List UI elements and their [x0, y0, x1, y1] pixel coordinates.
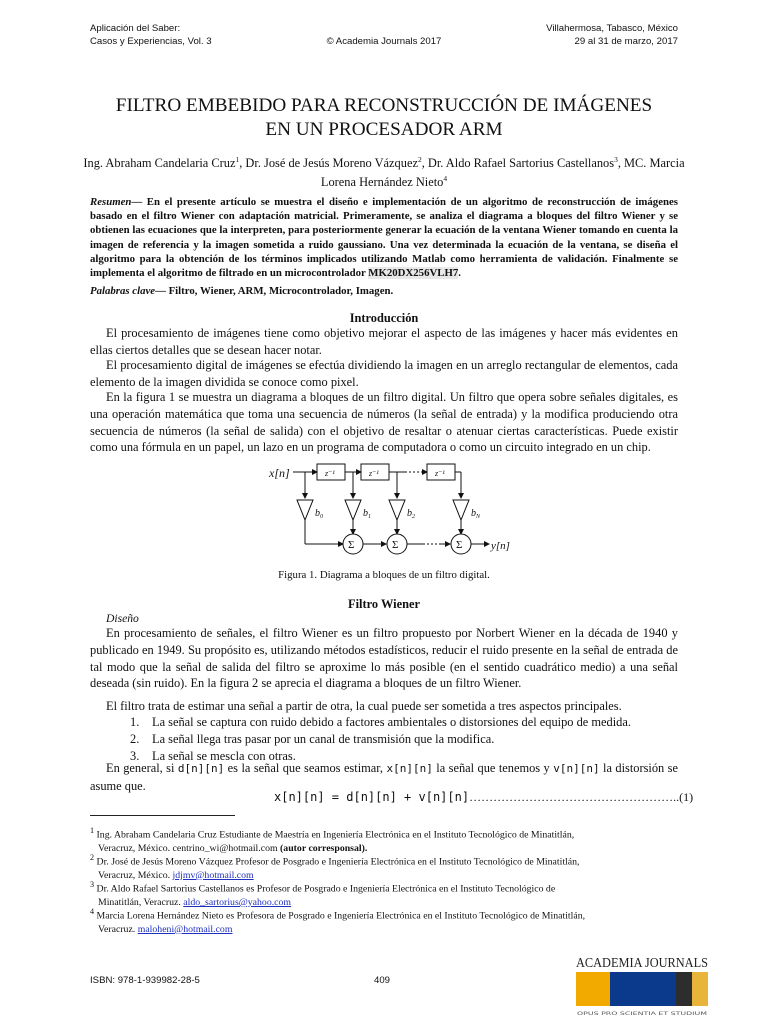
- intro-paragraph-1: El procesamiento de imágenes tiene como objetivo mejorar el aspecto de las imágenes y hacer más evidentes en ellas ciertos detalles que se desean hacer notar.: [90, 326, 678, 357]
- keywords-sep: —: [155, 285, 169, 297]
- footnote-2-email-link[interactable]: jdjmv@hotmail.com: [172, 869, 254, 881]
- academia-journals-logo: [574, 950, 710, 1018]
- fig1-delay-2: z⁻¹: [369, 469, 379, 478]
- footer-isbn: ISBN: 978-1-939982-28-5: [90, 975, 200, 986]
- author-4: , MC. Marcia Lorena Hernández Nieto: [320, 156, 685, 190]
- footnote-1-mark: 1: [90, 826, 95, 835]
- equation-1-number: ……………………………………………..(1): [469, 790, 694, 804]
- p3-text-e: la distorsión se asume que.: [90, 761, 679, 793]
- list-item: [130, 714, 678, 731]
- footnote-3-email-link[interactable]: aldo_sartorius@yahoo.com: [183, 896, 292, 908]
- p3-symbol-v: v[n][n]: [553, 762, 600, 775]
- abstract-mcu: MK20DX256VLH7: [368, 267, 459, 280]
- author-1: Ing. Abraham Candelaria Cruz: [83, 156, 236, 171]
- author-3: , Dr. Aldo Rafael Sartorius Castellanos: [421, 156, 615, 171]
- figure-1-caption: Figura 1. Diagrama a bloques de un filtro digital.: [278, 569, 490, 581]
- list-item-number: 2.: [130, 731, 140, 746]
- equation-1-expression: x[n][n] = d[n][n] + v[n][n]: [274, 790, 470, 804]
- distortion-list: [130, 714, 678, 764]
- intro-paragraph-2: El procesamiento digital de imágenes se efectúa dividiendo la imagen en un arreglo rectangular de elementos, cada elemento de la imagen dividida se conoce como pixel.: [90, 358, 678, 389]
- abstract-label: Resumen: [90, 196, 132, 208]
- logo-color-block: [610, 972, 676, 1006]
- logo-color-block: [576, 972, 610, 1006]
- p3-symbol-d: d[n][n]: [177, 762, 225, 775]
- footnote-separator: [90, 815, 235, 816]
- p3-text-b: es la señal que seamos estimar,: [224, 761, 387, 775]
- author-3-mark: 3: [614, 155, 618, 164]
- author-2: , Dr. José de Jesús Moreno Vázquez: [239, 156, 418, 171]
- author-2-mark: 2: [417, 155, 422, 164]
- footnote-1-corresponding: (autor corresponsal).: [280, 842, 368, 854]
- keywords: [90, 284, 678, 298]
- footnote-4: [90, 905, 690, 936]
- author-1-mark: 1: [235, 155, 240, 164]
- footnote-3-line-1: Dr. Aldo Rafael Sartorius Castellanos es Profesor de Posgrado e Ingeniería Electrónica en el Instituto Tecnológico de: [96, 883, 556, 895]
- keywords-text: Filtro, Wiener, ARM, Microcontrolador, Imagen.: [168, 285, 394, 297]
- logo-color-block: [676, 972, 692, 1006]
- footnote-2-line-2: Veracruz, México.: [98, 869, 173, 881]
- list-item-text: La señal se mescla con otras.: [152, 748, 296, 763]
- header-journal: Aplicación del Saber:: [90, 23, 181, 34]
- paper-title: [60, 94, 708, 142]
- header-location: Villahermosa, Tabasco, México: [546, 23, 678, 34]
- page-number: 409: [374, 975, 391, 986]
- fig1-coef-b0: $b_0$: [315, 508, 323, 520]
- footnote-4-line-2: Veracruz.: [98, 923, 138, 935]
- header-right: [546, 22, 678, 48]
- wiener-paragraph-2: El filtro trata de estimar una señal a partir de otra, la cual puede ser sometida a tres aspectos principales.: [106, 699, 622, 713]
- logo-color-block: [692, 972, 708, 1006]
- abstract-text: En el presente artículo se muestra el diseño e implementación de un algoritmo de reconstrucción de imágenes basado en el filtro Wiener con adaptación matricial. Primeramente, se analiza el diagrama a bloques del filtro Wiener y se obtienen las ecuaciones que la interpreten, para posteriormente generar la ecuación de la ventana Wiener tomando en cuenta la imagen de referencia y la imagen sometida a ruido gaussiano. Una vez determinada la ecuación de la ventana, se diseña el algoritmo para la obtención de los términos implicados utilizando Matlab como herramienta de validación. Finalmente se implementa el algoritmo de filtrado en un microcontrolador: [90, 196, 678, 280]
- list-item-number: 1.: [130, 715, 140, 729]
- fig1-sum-1: Σ: [348, 539, 355, 551]
- abstract-end: .: [458, 267, 461, 280]
- wiener-paragraph-1: En procesamiento de señales, el filtro Wiener es un filtro propuesto por Norbert Wiener en la década de 1940 y publicado en 1949. Su propósito es, utilizando métodos estadísticos, reducir el ruido presente en la señal de entrada de tal modo que la señal de salida del filtro se aproxime lo más posible (en el sentido cuadrático medio) a una señal deseada (sin ruido). En la figura 2 se aprecia el diagrama a bloques de un filtro Wiener.: [90, 626, 678, 691]
- section-heading-wiener: Filtro Wiener: [348, 597, 420, 611]
- footnote-1-line-1: Ing. Abraham Candelaria Cruz Estudiante de Maestría en Ingeniería Electrónica en el Instituto Tecnológico de Minatitlán,: [96, 829, 575, 841]
- footnote-2-mark: 2: [90, 853, 95, 862]
- fig1-sum-n: Σ: [456, 539, 463, 551]
- fig1-input-label: x[n]: [269, 466, 290, 480]
- figure-1-block-diagram: [255, 458, 525, 566]
- fig1-coef-bn: $b_N$: [471, 508, 481, 520]
- abstract-sep: —: [131, 196, 147, 208]
- fig1-output-label: y[n]: [491, 540, 510, 552]
- fig1-delay-1: z⁻¹: [325, 469, 335, 478]
- footnote-4-email-link[interactable]: maloheni@hotmail.com: [137, 923, 233, 935]
- footnote-4-mark: 4: [90, 907, 95, 916]
- author-list: [80, 152, 688, 190]
- logo-wordmark: ACADEMIA JOURNALS: [576, 956, 708, 971]
- header-volume: Casos y Experiencias, Vol. 3: [90, 36, 212, 47]
- header-copyright: © Academia Journals 2017: [326, 36, 442, 47]
- intro-paragraph-3: En la figura 1 se muestra un diagrama a bloques de un filtro digital. Un filtro que opera sobre señales digitales, es una operación matemática que toma una secuencia de números (la señal de entrada) y la modifica produciendo otra secuencia de números (la señal de salida) con el objetivo de resaltar o atenuar ciertas características. Puede existir como una fórmula en un papel, un lazo en un programa de computadora o como un circuito integrado en un chip.: [90, 390, 678, 455]
- section-heading-intro: Introducción: [349, 311, 419, 325]
- list-item: [130, 731, 678, 748]
- subsection-heading-diseno: Diseño: [106, 612, 139, 625]
- footnote-4-line-1: Marcia Lorena Hernández Nieto es Profesora de Posgrado e Ingeniería Electrónica en el Instituto Tecnológico de Minatitlán,: [96, 910, 586, 922]
- footnote-2-line-1: Dr. José de Jesús Moreno Vázquez Profesor de Posgrado e Ingeniería Electrónica en el Instituto Tecnológico de Minatitlán,: [96, 856, 580, 868]
- fig1-coef-b2: $b_2$: [407, 508, 415, 520]
- title-line-1: FILTRO EMBEBIDO PARA RECONSTRUCCIÓN DE IMÁGENES: [115, 95, 653, 116]
- fig1-delay-n: z⁻¹: [435, 469, 445, 478]
- logo-motto: OPUS PRO SCIENTIA ET STUDIUM: [577, 1012, 652, 1017]
- header-date: 29 al 31 de marzo, 2017: [574, 36, 678, 47]
- list-item-text: La señal se captura con ruido debido a factores ambientales o distorsiones del equipo de medida.: [152, 715, 631, 729]
- keywords-label: Palabras clave: [90, 285, 156, 297]
- list-item-text: La señal llega tras pasar por un canal de transmisión que la modifica.: [152, 731, 495, 746]
- footnote-3-mark: 3: [90, 880, 95, 889]
- p3-symbol-x: x[n][n]: [386, 762, 433, 775]
- footnote-1-line-2: Veracruz, México. centrino_wi@hotmail.com: [98, 842, 281, 854]
- fig1-coef-b1: $b_1$: [363, 508, 371, 520]
- title-line-2: EN UN PROCESADOR ARM: [265, 119, 503, 140]
- fig1-sum-2: Σ: [392, 539, 399, 551]
- footnote-3-line-2: Minatitlán, Veracruz.: [98, 896, 184, 908]
- list-item-number: 3.: [130, 748, 140, 763]
- abstract: [90, 195, 678, 280]
- p3-text-a: En general, si: [106, 761, 178, 775]
- p3-text-c: la señal que tenemos y: [432, 761, 554, 775]
- author-4-mark: 4: [443, 174, 448, 184]
- equation-1: [274, 790, 693, 805]
